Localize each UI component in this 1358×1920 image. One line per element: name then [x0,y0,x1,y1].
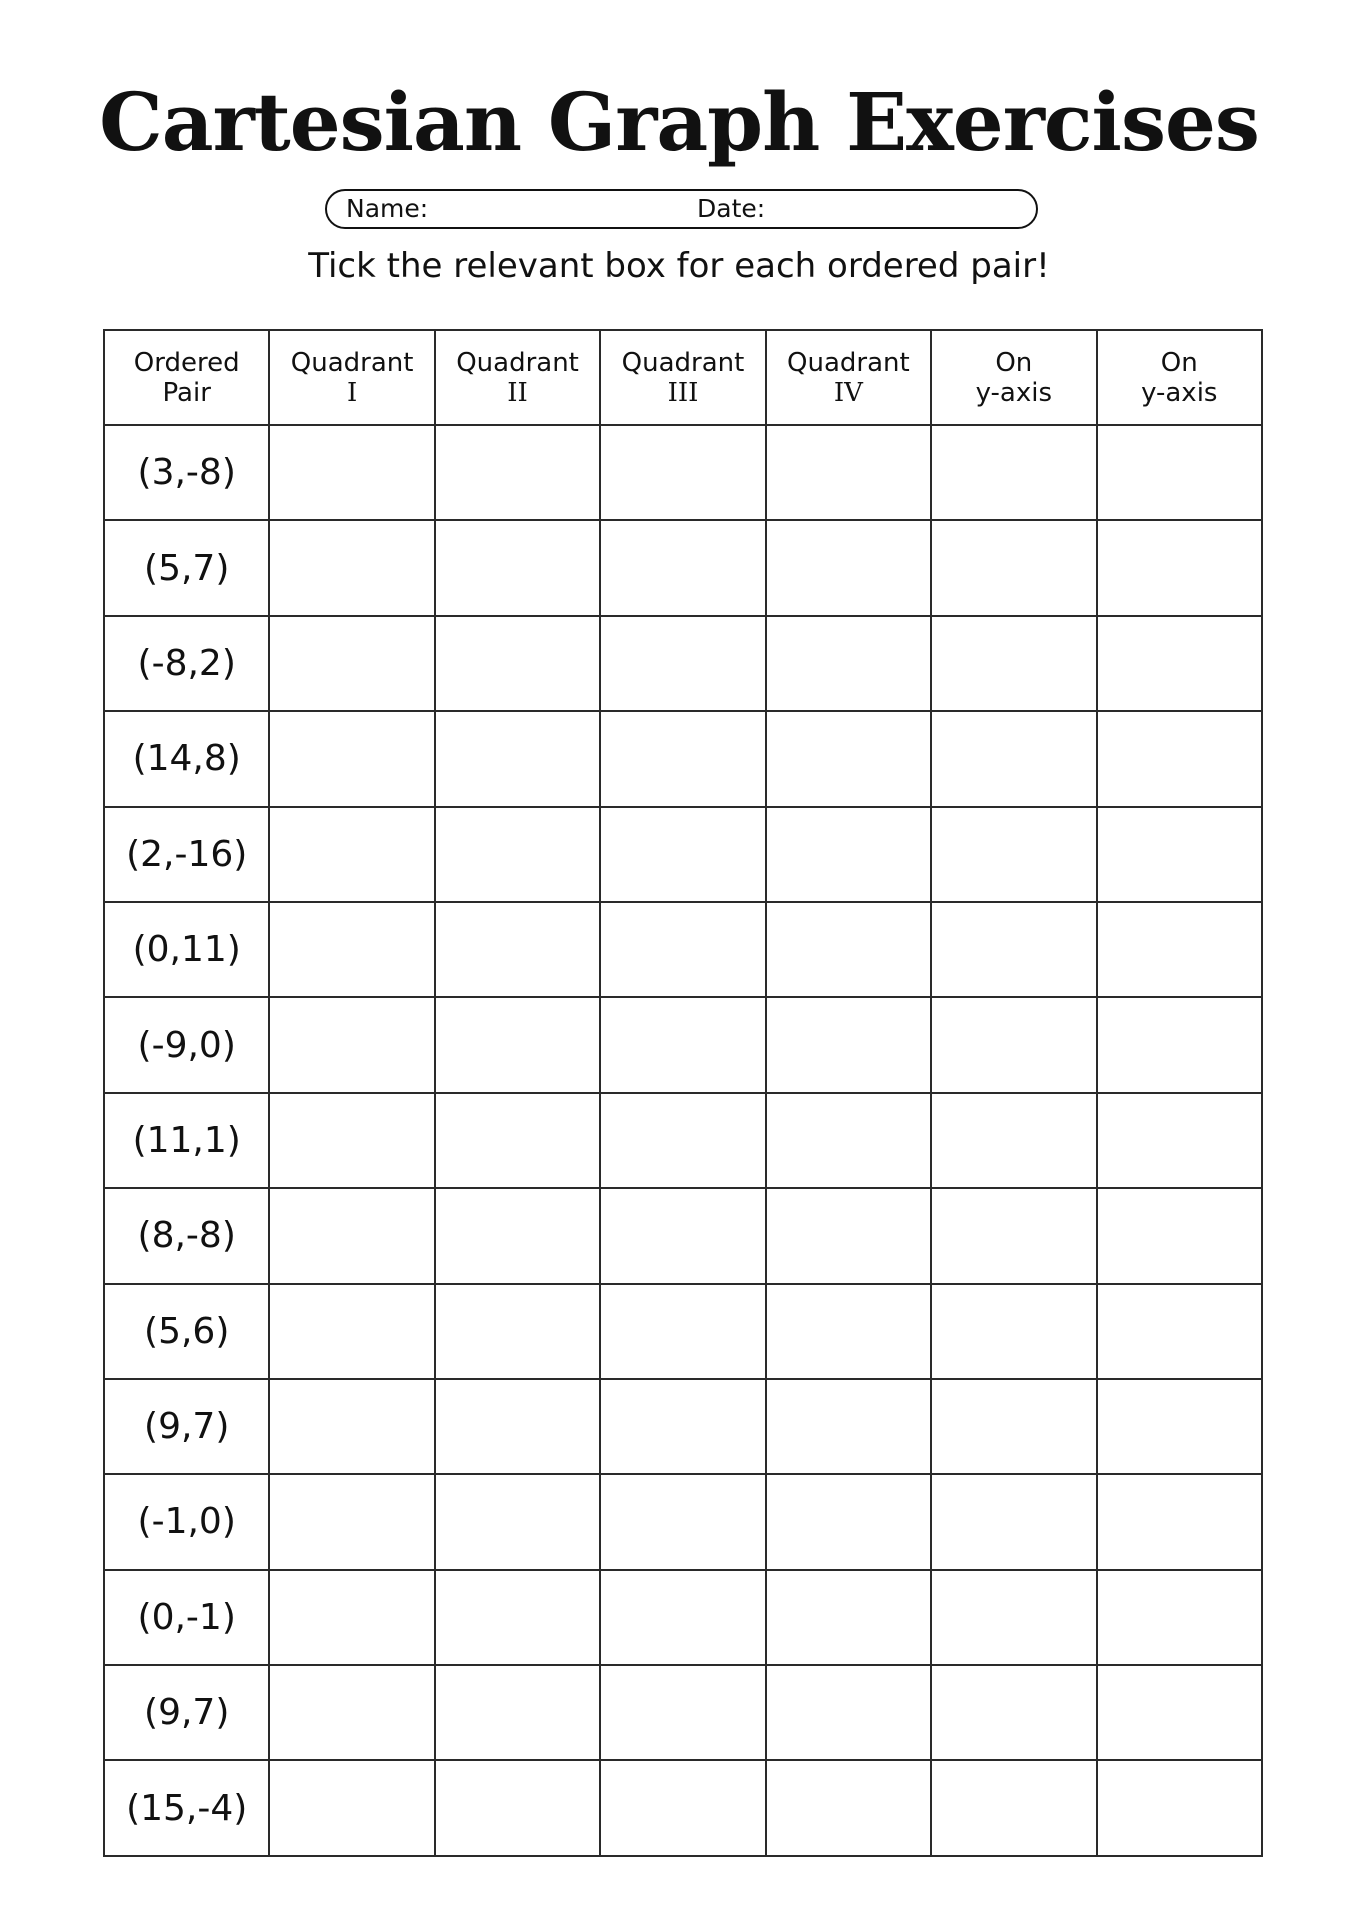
ordered-pair-cell: (11,1) [104,1093,269,1188]
tick-box[interactable] [1097,1284,1262,1379]
table-row [104,1284,1262,1379]
header-quadrant-4 [766,330,931,425]
tick-box[interactable] [435,425,600,520]
tick-box[interactable] [931,997,1096,1092]
header-line: Quadrant [456,347,579,378]
tick-box[interactable] [269,1188,434,1283]
tick-box[interactable] [766,520,931,615]
header-line: On [1160,347,1198,378]
tick-box[interactable] [269,711,434,806]
tick-box[interactable] [766,616,931,711]
tick-box[interactable] [766,1665,931,1760]
tick-box[interactable] [435,1188,600,1283]
tick-box[interactable] [931,1760,1096,1856]
table-row [104,997,1262,1092]
tick-box[interactable] [600,902,765,997]
tick-box[interactable] [1097,616,1262,711]
name-label: Name: [346,194,429,223]
ordered-pair-cell: (0,-1) [104,1570,269,1665]
tick-box[interactable] [435,1379,600,1474]
header-line: Quadrant [787,347,910,378]
header-quadrant-3 [600,330,765,425]
tick-box[interactable] [766,1570,931,1665]
ordered-pair-cell: (5,6) [104,1284,269,1379]
ordered-pair-cell: (-8,2) [104,616,269,711]
table-row [104,520,1262,615]
tick-box[interactable] [269,1570,434,1665]
tick-box[interactable] [931,711,1096,806]
tick-box[interactable] [600,1665,765,1760]
tick-box[interactable] [435,711,600,806]
tick-box[interactable] [269,902,434,997]
table-header-row [104,330,1262,425]
tick-box[interactable] [766,807,931,902]
tick-box[interactable] [1097,425,1262,520]
tick-box[interactable] [600,1474,765,1569]
tick-box[interactable] [931,807,1096,902]
table-row [104,711,1262,806]
ordered-pair-cell: (2,-16) [104,807,269,902]
table-row [104,616,1262,711]
ordered-pair-cell: (9,7) [104,1665,269,1760]
header-line: Pair [162,377,211,408]
tick-box[interactable] [1097,711,1262,806]
ordered-pair-cell: (15,-4) [104,1760,269,1856]
header-on-axis-1 [931,330,1096,425]
tick-box[interactable] [1097,1188,1262,1283]
header-line: I [346,377,358,408]
name-date-field [325,189,1038,229]
tick-box[interactable] [1097,1379,1262,1474]
tick-box[interactable] [269,1474,434,1569]
tick-box[interactable] [1097,1760,1262,1856]
tick-box[interactable] [766,1379,931,1474]
tick-box[interactable] [600,1570,765,1665]
tick-box[interactable] [931,902,1096,997]
header-line: y-axis [1141,377,1218,408]
tick-box[interactable] [931,1284,1096,1379]
ordered-pair-cell: (0,11) [104,902,269,997]
tick-box[interactable] [931,1474,1096,1569]
header-quadrant-2 [435,330,600,425]
tick-box[interactable] [269,807,434,902]
tick-box[interactable] [435,1665,600,1760]
ordered-pair-cell: (8,-8) [104,1188,269,1283]
tick-box[interactable] [1097,520,1262,615]
tick-box[interactable] [269,1665,434,1760]
tick-box[interactable] [600,616,765,711]
ordered-pair-table [103,329,1263,1857]
header-line: On [995,347,1033,378]
tick-box[interactable] [931,425,1096,520]
tick-box[interactable] [931,616,1096,711]
tick-box[interactable] [1097,1093,1262,1188]
tick-box[interactable] [1097,807,1262,902]
tick-box[interactable] [600,1760,765,1856]
tick-box[interactable] [931,1665,1096,1760]
tick-box[interactable] [766,902,931,997]
tick-box[interactable] [600,520,765,615]
table-row [104,1188,1262,1283]
tick-box[interactable] [435,997,600,1092]
tick-box[interactable] [435,1474,600,1569]
tick-box[interactable] [269,1093,434,1188]
ordered-pair-cell: (5,7) [104,520,269,615]
tick-box[interactable] [600,807,765,902]
header-quadrant-1 [269,330,434,425]
table-row [104,1379,1262,1474]
tick-box[interactable] [931,1093,1096,1188]
tick-box[interactable] [269,1284,434,1379]
tick-box[interactable] [766,1093,931,1188]
tick-box[interactable] [600,711,765,806]
ordered-pair-cell: (-9,0) [104,997,269,1092]
tick-box[interactable] [269,616,434,711]
tick-box[interactable] [600,1188,765,1283]
header-line: Quadrant [290,347,414,378]
tick-box[interactable] [435,1093,600,1188]
table-row [104,902,1262,997]
tick-box[interactable] [931,520,1096,615]
tick-box[interactable] [766,1760,931,1856]
tick-box[interactable] [435,1284,600,1379]
tick-box[interactable] [1097,997,1262,1092]
tick-box[interactable] [269,997,434,1092]
tick-box[interactable] [435,616,600,711]
tick-box[interactable] [435,1760,600,1856]
table-row [104,1665,1262,1760]
header-line: III [667,377,699,408]
ordered-pair-cell: (14,8) [104,711,269,806]
table-row [104,1093,1262,1188]
table-row [104,1760,1262,1856]
tick-box[interactable] [1097,1570,1262,1665]
ordered-pair-cell: (-1,0) [104,1474,269,1569]
header-line: y-axis [975,377,1053,408]
header-line: IV [833,377,863,408]
tick-box[interactable] [766,1474,931,1569]
tick-box[interactable] [600,1284,765,1379]
instruction-text: Tick the relevant box for each ordered pair! [308,246,1050,286]
header-on-axis-2 [1097,330,1262,425]
tick-box[interactable] [600,425,765,520]
tick-box[interactable] [1097,1665,1262,1760]
tick-box[interactable] [931,1188,1096,1283]
tick-box[interactable] [600,1379,765,1474]
tick-box[interactable] [269,1760,434,1856]
page-title: Cartesian Graph Exercises [99,75,1259,169]
tick-box[interactable] [931,1570,1096,1665]
tick-box[interactable] [766,425,931,520]
tick-box[interactable] [269,425,434,520]
tick-box[interactable] [600,997,765,1092]
table-row [104,1474,1262,1569]
table-row [104,807,1262,902]
tick-box[interactable] [435,807,600,902]
tick-box[interactable] [435,902,600,997]
table-row [104,1570,1262,1665]
header-line: Quadrant [621,347,745,378]
ordered-pair-cell: (9,7) [104,1379,269,1474]
tick-box[interactable] [931,1379,1096,1474]
tick-box[interactable] [766,997,931,1092]
header-line: II [507,377,528,408]
ordered-pair-cell: (3,-8) [104,425,269,520]
tick-box[interactable] [269,1379,434,1474]
header-ordered-pair [104,330,269,425]
tick-box[interactable] [600,1093,765,1188]
table-row [104,425,1262,520]
tick-box[interactable] [435,1570,600,1665]
date-label: Date: [697,194,766,223]
tick-box[interactable] [269,520,434,615]
tick-box[interactable] [435,520,600,615]
tick-box[interactable] [766,1284,931,1379]
tick-box[interactable] [1097,1474,1262,1569]
header-line: Ordered [133,347,240,378]
tick-box[interactable] [766,1188,931,1283]
tick-box[interactable] [1097,902,1262,997]
tick-box[interactable] [766,711,931,806]
